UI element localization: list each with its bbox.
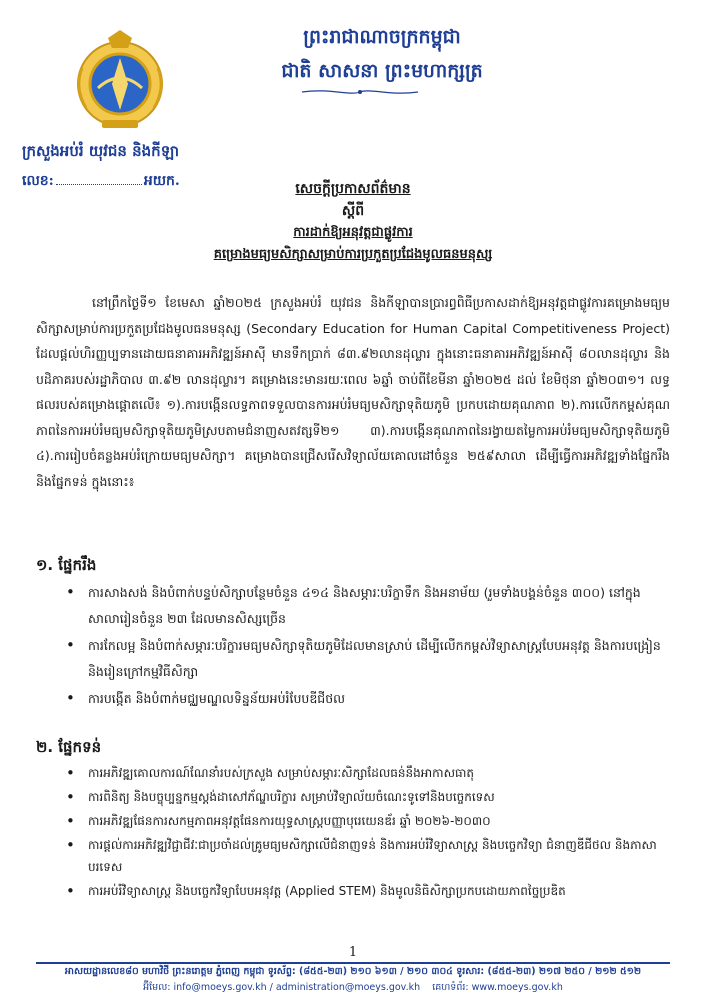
intro-paragraph [36,290,670,494]
section-1-list [36,580,670,714]
title-line-2: ស្តីពី [341,203,365,219]
footer-contacts [36,981,670,995]
ministry-emblem-icon [68,28,172,132]
kingdom-header [212,20,552,88]
list-item: • ការអប់រំវិទ្យាសាស្ត្រ និងបច្ចេកវិទ្យាបែបអនុវត្ត (Applied STEM) និងមូលនិធិសិក្សាប្រកបដោយភាពច្នៃប្រឌិត [88,880,670,902]
footer-divider [36,962,670,964]
title-line-3: ការដាក់ឱ្យអនុវត្តជាផ្លូវការ [293,225,413,240]
email-label: អ៊ីមែល: [143,982,171,993]
kingdom-title: ព្រះរាជាណាចក្រកម្ពុជា [303,26,461,48]
list-item: • ការអភិវឌ្ឍផែនការសកម្មភាពអនុវត្តផែនការយុទ្ធសាស្ត្របញ្ញាបុរេយេនឌ័រ ឆ្នាំ ២០២៦-២០៣០ [88,810,670,832]
section-2-heading: ២. ផ្នែកទន់ [36,738,102,756]
list-item: • ការផ្តល់ការអភិវឌ្ឍវិជ្ជាជីវៈជាប្រចាំដល់គ្រូមធ្យមសិក្សាលើជំនាញទន់ និងការអប់រំវិទ្យាសាស្ត្រ និងបច្ចេកវិទ្យា ជំនាញឌីជីថល និងភាសាបរទេស [88,834,670,878]
web-link[interactable]: www.moeys.gov.kh [471,982,563,993]
title-line-4: គម្រោងមធ្យមសិក្សាសម្រាប់ការប្រកួតប្រជែងមូលធនមនុស្ស [213,247,493,262]
document-title [80,178,626,266]
ornament-divider [300,86,420,98]
page-number: 1 [348,945,358,960]
email-link[interactable]: info@moeys.gov.kh / administration@moeys.gov.kh [173,982,421,993]
list-item: • ការសាងសង់ និងបំពាក់បន្ទប់សិក្សាបន្ថែមចំនួន ៤១៤ និងសម្ភារៈបរិក្ខាទឹក និងអនាម័យ (រួមទាំងបង្គន់ចំនួន ៣០០) នៅក្នុងសាលារៀនចំនួន ២៣ ដែលមានសិស្សច្រើន [88,580,670,631]
list-item: • ការអភិវឌ្ឍគោលការណ៍ណែនាំរបស់ក្រសួង សម្រាប់សម្ភារៈសិក្សាដែលធន់នឹងអាកាសធាតុ [88,762,670,784]
section-2-list [36,762,670,904]
ref-label: លេខ: [22,173,54,189]
footer-address: អាសយដ្ឋានលេខ៨០ មហាវិថី ព្រះនរោត្តម ភ្នំពេញ កម្ពុជា ទូរស័ព្ទ: (៨៥៥-២៣) ២១០ ៦១៣ / ២១០ ៣០៤ ទូរសារ: (៨៥៥-២៣) ២១៧ ២៥០ / ២១២ ៥១២ [64,966,642,977]
list-item: • ការកែលម្អ និងបំពាក់សម្ភារៈបរិក្ខារមធ្យមសិក្សាទុតិយភូមិដែលមានស្រាប់ ដើម្បីលើកកម្ពស់វិទ្យាសាស្ត្របែបអនុវត្ត និងការបង្រៀន និងរៀនក្រៅកម្មវិធីសិក្សា [88,633,670,684]
list-item: • ការពិនិត្យ និងបច្ចុប្បន្នកម្មស្តង់ដាសៅភ័ណ្ឌបរិក្ខារ សម្រាប់វិទ្យាល័យចំណេះទូទៅនិងបច្ចេកទេស [88,786,670,808]
list-item: • ការបង្កើត និងបំពាក់មជ្ឈមណ្ឌលទិន្នន័យអប់រំបែបឌីជីថល [88,686,670,712]
ministry-name: ក្រសួងអប់រំ យុវជន និងកីឡា [22,142,180,160]
ref-suffix: អយក. [143,173,180,189]
intro-text: នៅព្រឹកថ្ងៃទី១ ខែមេសា ឆ្នាំ២០២៥ ក្រសួងអប់រំ យុវជន និងកីឡាបានប្រារព្ធពិធីប្រកាសដាក់ឱ្យអនុវត្តជាផ្លូវការគម្រោងមធ្យមសិក្សាសម្រាប់ការប្រកួតប្រជែងមូលធនមនុស្ស (Secondary Education for Human Capital Competitiveness Project) ដែលផ្តល់ហិរញ្ញប្បទានដោយធនាគារអភិវឌ្ឍន៍អាស៊ី មានទឹកប្រាក់ ៨៣.៩២លានដុល្លារ ក្នុងនោះធនាគារអភិវឌ្ឍន៍អាស៊ី ៨០លានដុល្លារ និងបដិភាគរបស់រដ្ឋាភិបាល ៣.៩២ លានដុល្លារ។ គម្រោងនេះមានរយៈពេល ៦ឆ្នាំ ចាប់ពីខែមីនា ឆ្នាំ២០២៥ ដល់ ខែមិថុនា ឆ្នាំ២០៣១។ លទ្ធផលរបស់គម្រោងផ្តោតលើ៖ ១).ការបង្កើនលទ្ធភាពទទួលបានការអប់រំមធ្យមសិក្សាទុតិយភូមិ ប្រកបដោយគុណភាព ២).ការលើកកម្ពស់គុណភាពនៃការអប់រំមធ្យមសិក្សាទុតិយភូមិស្របតាមជំនាញសតវត្សទី២១ ៣).ការបង្កើនគុណភាពនៃរង្វាយតម្លៃការអប់រំមធ្យមសិក្សាទុតិយភូមិ ៤).ការរៀបចំគន្លងអប់រំក្រោយមធ្យមសិក្សា។ គម្រោងបានជ្រើសរើសវិទ្យាល័យគោលដៅចំនួន ២៥៩សាលា ដើម្បីធ្វើការអភិវឌ្ឍទាំងផ្នែករឹង និងផ្នែកទន់ ក្នុងនោះ៖ [36,295,670,489]
web-label: គេហទំព័រ: [432,982,469,993]
section-1-heading: ១. ផ្នែករឹង [36,556,97,574]
national-motto: ជាតិ សាសនា ព្រះមហាក្សត្រ [281,60,483,82]
title-line-1: សេចក្តីប្រកាសព័ត៌មាន [295,181,411,197]
